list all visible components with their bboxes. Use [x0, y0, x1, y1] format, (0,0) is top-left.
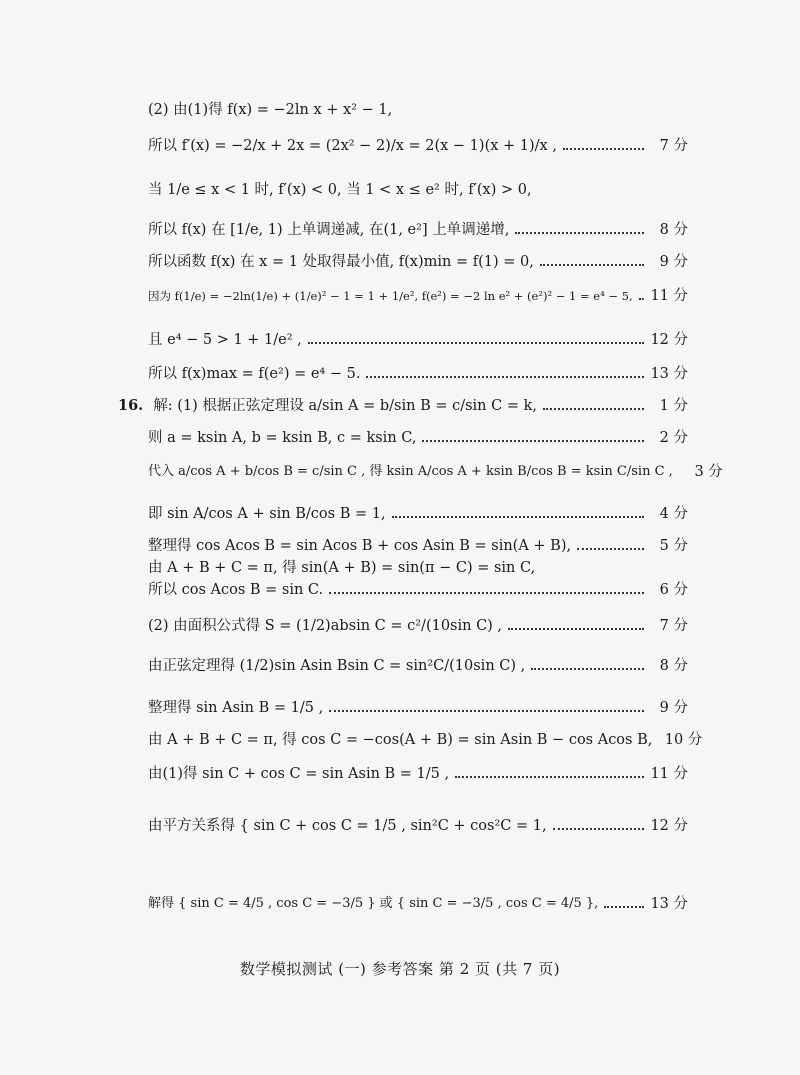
dot-leader	[553, 828, 644, 830]
dot-leader	[366, 376, 644, 378]
score-11: 11 分	[650, 288, 688, 304]
dot-leader	[515, 232, 644, 234]
q16-line-12	[148, 764, 688, 784]
dot-leader	[329, 710, 644, 712]
q16-line-10-text: 整理得 sin Asin B = 1/5 ,	[148, 700, 324, 716]
q16-line-1-text: 解: (1) 根据正弦定理设 a/sin A = b/sin B = c/sin C = k,	[153, 398, 537, 414]
dot-leader	[531, 668, 644, 670]
score-4: 4 分	[659, 506, 688, 522]
q16-line-13-text: 由平方关系得 { sin C + cos C = 1/5 , sin²C + cos²C = 1,	[148, 818, 547, 834]
score-1: 1 分	[659, 398, 688, 414]
q16-line-6	[148, 558, 688, 578]
dot-leader	[639, 298, 644, 300]
q16-line-3-text: 代入 a/cos A + b/cos B = c/sin C , 得 ksin A/cos A + ksin B/cos B = ksin C/sin C ,	[148, 464, 673, 479]
q16-line-8-text: (2) 由面积公式得 S = (1/2)absin C = c²/(10sin C) ,	[148, 618, 503, 634]
p2-line-7	[148, 330, 688, 350]
p2-line-2	[148, 136, 688, 156]
dot-leader	[543, 408, 644, 410]
score-2: 2 分	[659, 430, 688, 446]
score-11b: 11 分	[650, 766, 688, 782]
q16-line-3	[148, 462, 723, 482]
p2-line-3-text: 当 1/e ≤ x < 1 时, f′(x) < 0, 当 1 < x ≤ e² 时, f′(x) > 0,	[148, 182, 532, 198]
q16-line-8	[148, 616, 688, 636]
q16-line-2-text: 则 a = ksin A, b = ksin B, c = ksin C,	[148, 430, 417, 446]
dot-leader	[392, 516, 644, 518]
p2-line-4-text: 所以 f(x) 在 [1/e, 1) 上单调递减, 在(1, e²] 上单调递增,	[148, 222, 510, 238]
p2-line-8-text: 所以 f(x)max = f(e²) = e⁴ − 5.	[148, 366, 361, 382]
p2-line-2-text: 所以 f′(x) = −2/x + 2x = (2x² − 2)/x = 2(x − 1)(x + 1)/x ,	[148, 138, 557, 154]
dot-leader	[577, 548, 644, 550]
page-footer: 数学模拟测试 (一) 参考答案 第 2 页 (共 7 页)	[239, 960, 561, 978]
q16-line-9-text: 由正弦定理得 (1/2)sin Asin Bsin C = sin²C/(10sin C) ,	[148, 658, 526, 674]
score-13: 13 分	[650, 366, 688, 382]
score-6: 6 分	[659, 582, 688, 598]
score-7b: 7 分	[659, 618, 688, 634]
score-13b: 13 分	[650, 896, 688, 912]
score-12: 12 分	[650, 332, 688, 348]
p2-line-8	[148, 364, 688, 384]
score-8b: 8 分	[659, 658, 688, 674]
q16-line-12-text: 由(1)得 sin C + cos C = sin Asin B = 1/5 ,	[148, 766, 450, 782]
q16-line-2	[148, 428, 688, 448]
p2-line-5-text: 所以函数 f(x) 在 x = 1 处取得最小值, f(x)min = f(1) = 0,	[148, 254, 534, 270]
q16-line-7	[148, 580, 688, 600]
p2-line-6-text: 因为 f(1/e) = −2ln(1/e) + (1/e)² − 1 = 1 + 1/e², f(e²) = −2 ln e² + (e²)² − 1 = e⁴ − 5,	[148, 289, 633, 303]
q16-line-14	[148, 894, 688, 914]
q16-line-9	[148, 656, 688, 676]
q16-line-5	[148, 536, 688, 556]
score-7: 7 分	[659, 138, 688, 154]
p2-line-6	[148, 286, 688, 306]
q16-line-4	[148, 504, 688, 524]
q16-line-4-text: 即 sin A/cos A + sin B/cos B = 1,	[148, 506, 386, 522]
dot-leader	[604, 906, 644, 908]
p2-line-7-text: 且 e⁴ − 5 > 1 + 1/e² ,	[148, 332, 302, 348]
question-number: 16.	[118, 397, 144, 414]
p2-line-5	[148, 252, 688, 272]
score-10: 10 分	[664, 732, 703, 748]
q16-line-7-text: 所以 cos Acos B = sin C.	[148, 582, 324, 598]
q16-line-6-text: 由 A + B + C = π, 得 sin(A + B) = sin(π − C) = sin C,	[148, 560, 536, 576]
q16-line-14-text: 解得 { sin C = 4/5 , cos C = −3/5 } 或 { sin C = −3/5 , cos C = 4/5 },	[148, 896, 599, 911]
q16-line-11-text: 由 A + B + C = π, 得 cos C = −cos(A + B) = sin Asin B − cos Acos B,	[148, 732, 653, 748]
q16-line-11	[148, 730, 703, 750]
dot-leader	[422, 440, 644, 442]
q16-line-13	[148, 816, 688, 836]
dot-leader	[455, 776, 644, 778]
score-9b: 9 分	[659, 700, 688, 716]
dot-leader	[508, 628, 644, 630]
score-8: 8 分	[659, 222, 688, 238]
p2-line-4	[148, 220, 688, 240]
q16-line-10	[148, 698, 688, 718]
score-3: 3 分	[694, 464, 723, 480]
dot-leader	[329, 592, 644, 594]
p2-line-1-text: (2) 由(1)得 f(x) = −2ln x + x² − 1,	[148, 102, 393, 118]
score-5: 5 分	[659, 538, 688, 554]
dot-leader	[563, 148, 644, 150]
dot-leader	[308, 342, 644, 344]
score-12b: 12 分	[650, 818, 688, 834]
score-9: 9 分	[659, 254, 688, 270]
dot-leader	[540, 264, 644, 266]
q16-line-5-text: 整理得 cos Acos B = sin Acos B + cos Asin B = sin(A + B),	[148, 538, 572, 554]
p2-line-3	[148, 180, 688, 200]
q16-line-1	[118, 396, 688, 416]
p2-line-1	[148, 100, 688, 120]
